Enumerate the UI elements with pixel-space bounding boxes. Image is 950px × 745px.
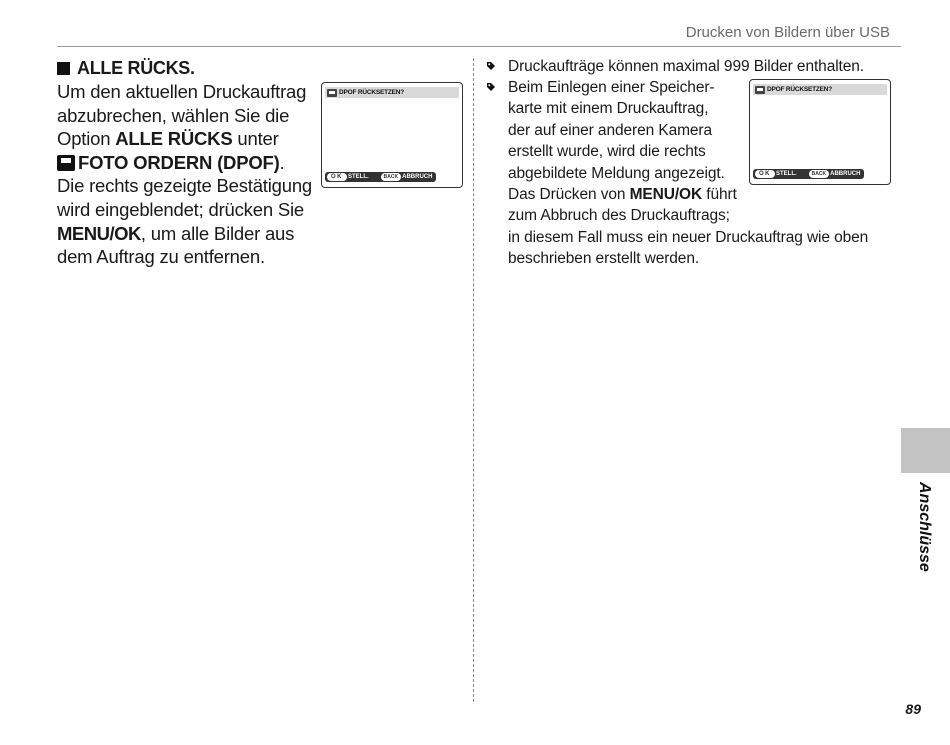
column-divider xyxy=(473,58,474,702)
instruction-text-2: unter xyxy=(232,128,279,150)
ok-label: STELL. xyxy=(348,174,369,180)
page-number: 89 xyxy=(905,701,921,717)
lcd-title-bar xyxy=(325,87,459,98)
note-2-line xyxy=(508,184,868,205)
note-2-line: in diesem Fall muss ein neuer Druckauftrag wie oben xyxy=(508,228,869,246)
chapter-label-text: Anschlüsse xyxy=(916,482,933,572)
note-2-line: zum Abbruch des Druckauftrags; xyxy=(508,207,730,225)
print-order-icon xyxy=(327,89,337,97)
lcd-screen-left xyxy=(321,82,463,188)
note-2-text-pre: Das Drücken von xyxy=(508,186,630,204)
lcd-title: DPOF RÜCKSETZEN? xyxy=(767,86,833,93)
lcd-title-bar xyxy=(753,84,887,95)
note-2-line: abgebildete Meldung angezeigt. xyxy=(508,164,725,182)
option-name: ALLE RÜCKS xyxy=(115,128,233,150)
instruction-paragraph xyxy=(57,80,315,269)
lcd-title: DPOF RÜCKSETZEN? xyxy=(339,89,405,96)
note-2-text-post: führt xyxy=(702,186,737,204)
menu-ok-button-name: MENU/OK xyxy=(57,222,141,244)
section-heading xyxy=(57,58,195,79)
menu-name: FOTO ORDERN (DPOF) xyxy=(78,151,280,173)
back-key-icon: BACK xyxy=(809,170,829,178)
chapter-label xyxy=(911,482,941,582)
chapter-tab xyxy=(901,428,950,473)
note-1 xyxy=(487,56,864,77)
lcd-screen-right xyxy=(749,79,891,185)
instruction-text-1: Um den aktuellen Druckauftrag abzubrechen, wählen Sie die Option xyxy=(57,81,307,150)
print-order-icon xyxy=(57,155,75,171)
lcd-footer xyxy=(325,172,436,182)
instruction-text-4: , um alle Bilder aus dem Auftrag zu entfernen. xyxy=(57,222,295,268)
ok-key-icon: OK xyxy=(755,170,775,178)
square-bullet-icon xyxy=(57,62,70,75)
header-rule xyxy=(57,46,901,47)
note-tag-icon xyxy=(486,82,496,92)
ok-label: STELL. xyxy=(776,171,797,177)
instruction-text-3: . Die rechts gezeigte Bestätigung wird eingeblendet; drücken Sie xyxy=(57,151,313,220)
note-2-line: beschrieben erstellt werden. xyxy=(508,250,700,268)
note-2-line: Beim Einlegen einer Speicher- xyxy=(508,79,715,96)
note-tag-icon xyxy=(486,61,496,71)
back-label: ABBRUCH xyxy=(402,174,433,180)
note-2-line: der auf einer anderen Kamera xyxy=(508,121,712,139)
note-1-text: Druckaufträge können maximal 999 Bilder enthalten. xyxy=(508,58,865,75)
print-order-icon xyxy=(755,86,765,94)
page-header-title: Drucken von Bildern über USB xyxy=(685,24,890,41)
lcd-footer xyxy=(753,169,864,179)
note-2-line: karte mit einem Druckauftrag, xyxy=(508,100,709,118)
back-label: ABBRUCH xyxy=(830,171,861,177)
ok-key-icon: OK xyxy=(327,173,347,181)
note-2-line: erstellt wurde, wird die rechts xyxy=(508,143,706,161)
section-heading-text: ALLE RÜCKS. xyxy=(77,58,195,78)
back-key-icon: BACK xyxy=(381,173,401,181)
menu-ok-button-name: MENU/OK xyxy=(629,186,703,204)
